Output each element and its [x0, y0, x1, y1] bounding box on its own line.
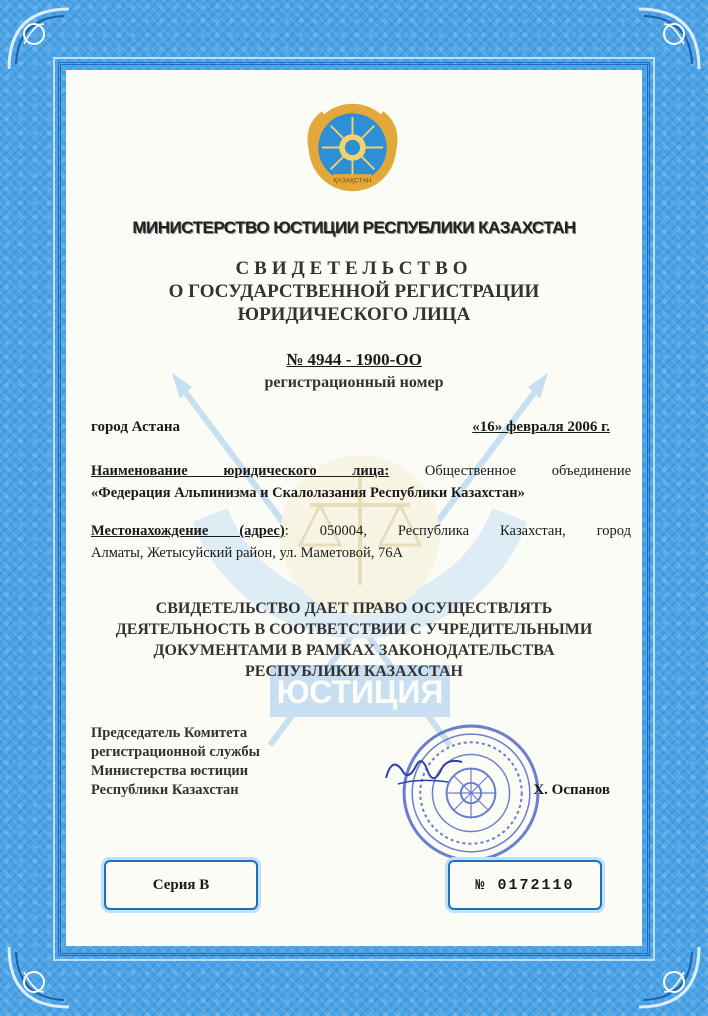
signatory-name: Х. Оспанов	[533, 782, 610, 798]
signatory-title-line1: Председатель Комитета	[91, 725, 248, 741]
ministry-heading: МИНИСТЕРСТВО ЮСТИЦИИ РЕСПУБЛИКИ КАЗАХСТАН	[132, 218, 576, 237]
entity-address-line1	[91, 521, 631, 541]
entity-name-value: «Федерация Альпинизма и Скалолазания Республики Казахстан»	[91, 485, 525, 501]
watermark-text: ЮСТИЦИЯ	[276, 674, 444, 710]
entity-name-label: Наименование юридического лица:	[91, 463, 390, 479]
series-label: Серия В	[152, 876, 210, 893]
entity-name-prefix: Общественное объединение	[424, 463, 632, 479]
signature-icon	[378, 748, 468, 793]
rights-line3: ДОКУМЕНТАМИ В РАМКАХ ЗАКОНОДАТЕЛЬСТВА	[153, 642, 555, 659]
certificate-subtitle-line2: ЮРИДИЧЕСКОГО ЛИЦА	[237, 304, 471, 325]
entity-address-label: Местонахождение (адрес)	[91, 523, 285, 539]
signatory-title-line3: Министерства юстиции	[91, 763, 249, 779]
registration-number: № 4944 - 1900-ОО	[286, 350, 422, 369]
entity-address-value1: : 050004, Республика Казахстан, город	[284, 523, 631, 539]
rights-line4: РЕСПУБЛИКИ КАЗАХСТАН	[245, 663, 463, 680]
issue-date: «16» февраля 2006 г.	[472, 419, 610, 435]
rights-line2: ДЕЯТЕЛЬНОСТЬ В СООТВЕТСТВИИ С УЧРЕДИТЕЛЬНЫМИ	[115, 621, 593, 638]
series-plate	[104, 860, 258, 910]
state-emblem-icon	[305, 100, 400, 195]
signatory-title-line4: Республики Казахстан	[91, 782, 239, 798]
emblem-text: ҚАЗАҚСТАН	[333, 177, 372, 185]
signatory-title-line2: регистрационной службы	[91, 744, 260, 760]
rights-line1: СВИДЕТЕЛЬСТВО ДАЕТ ПРАВО ОСУЩЕСТВЛЯТЬ	[155, 600, 553, 617]
form-number-plate	[448, 860, 602, 910]
issue-city: город Астана	[91, 419, 180, 435]
registration-number-label: регистрационный номер	[264, 374, 444, 391]
certificate-title: СВИДЕТЕЛЬСТВО	[235, 258, 473, 279]
entity-address-line2: Алматы, Жетысуйский район, ул. Маметовой, 76А	[91, 545, 403, 561]
certificate-subtitle-line1: О ГОСУДАРСТВЕННОЙ РЕГИСТРАЦИИ	[168, 281, 540, 302]
official-seal-icon	[400, 722, 542, 864]
entity-name-line1	[91, 461, 631, 481]
form-number: № 0172110	[475, 876, 575, 894]
